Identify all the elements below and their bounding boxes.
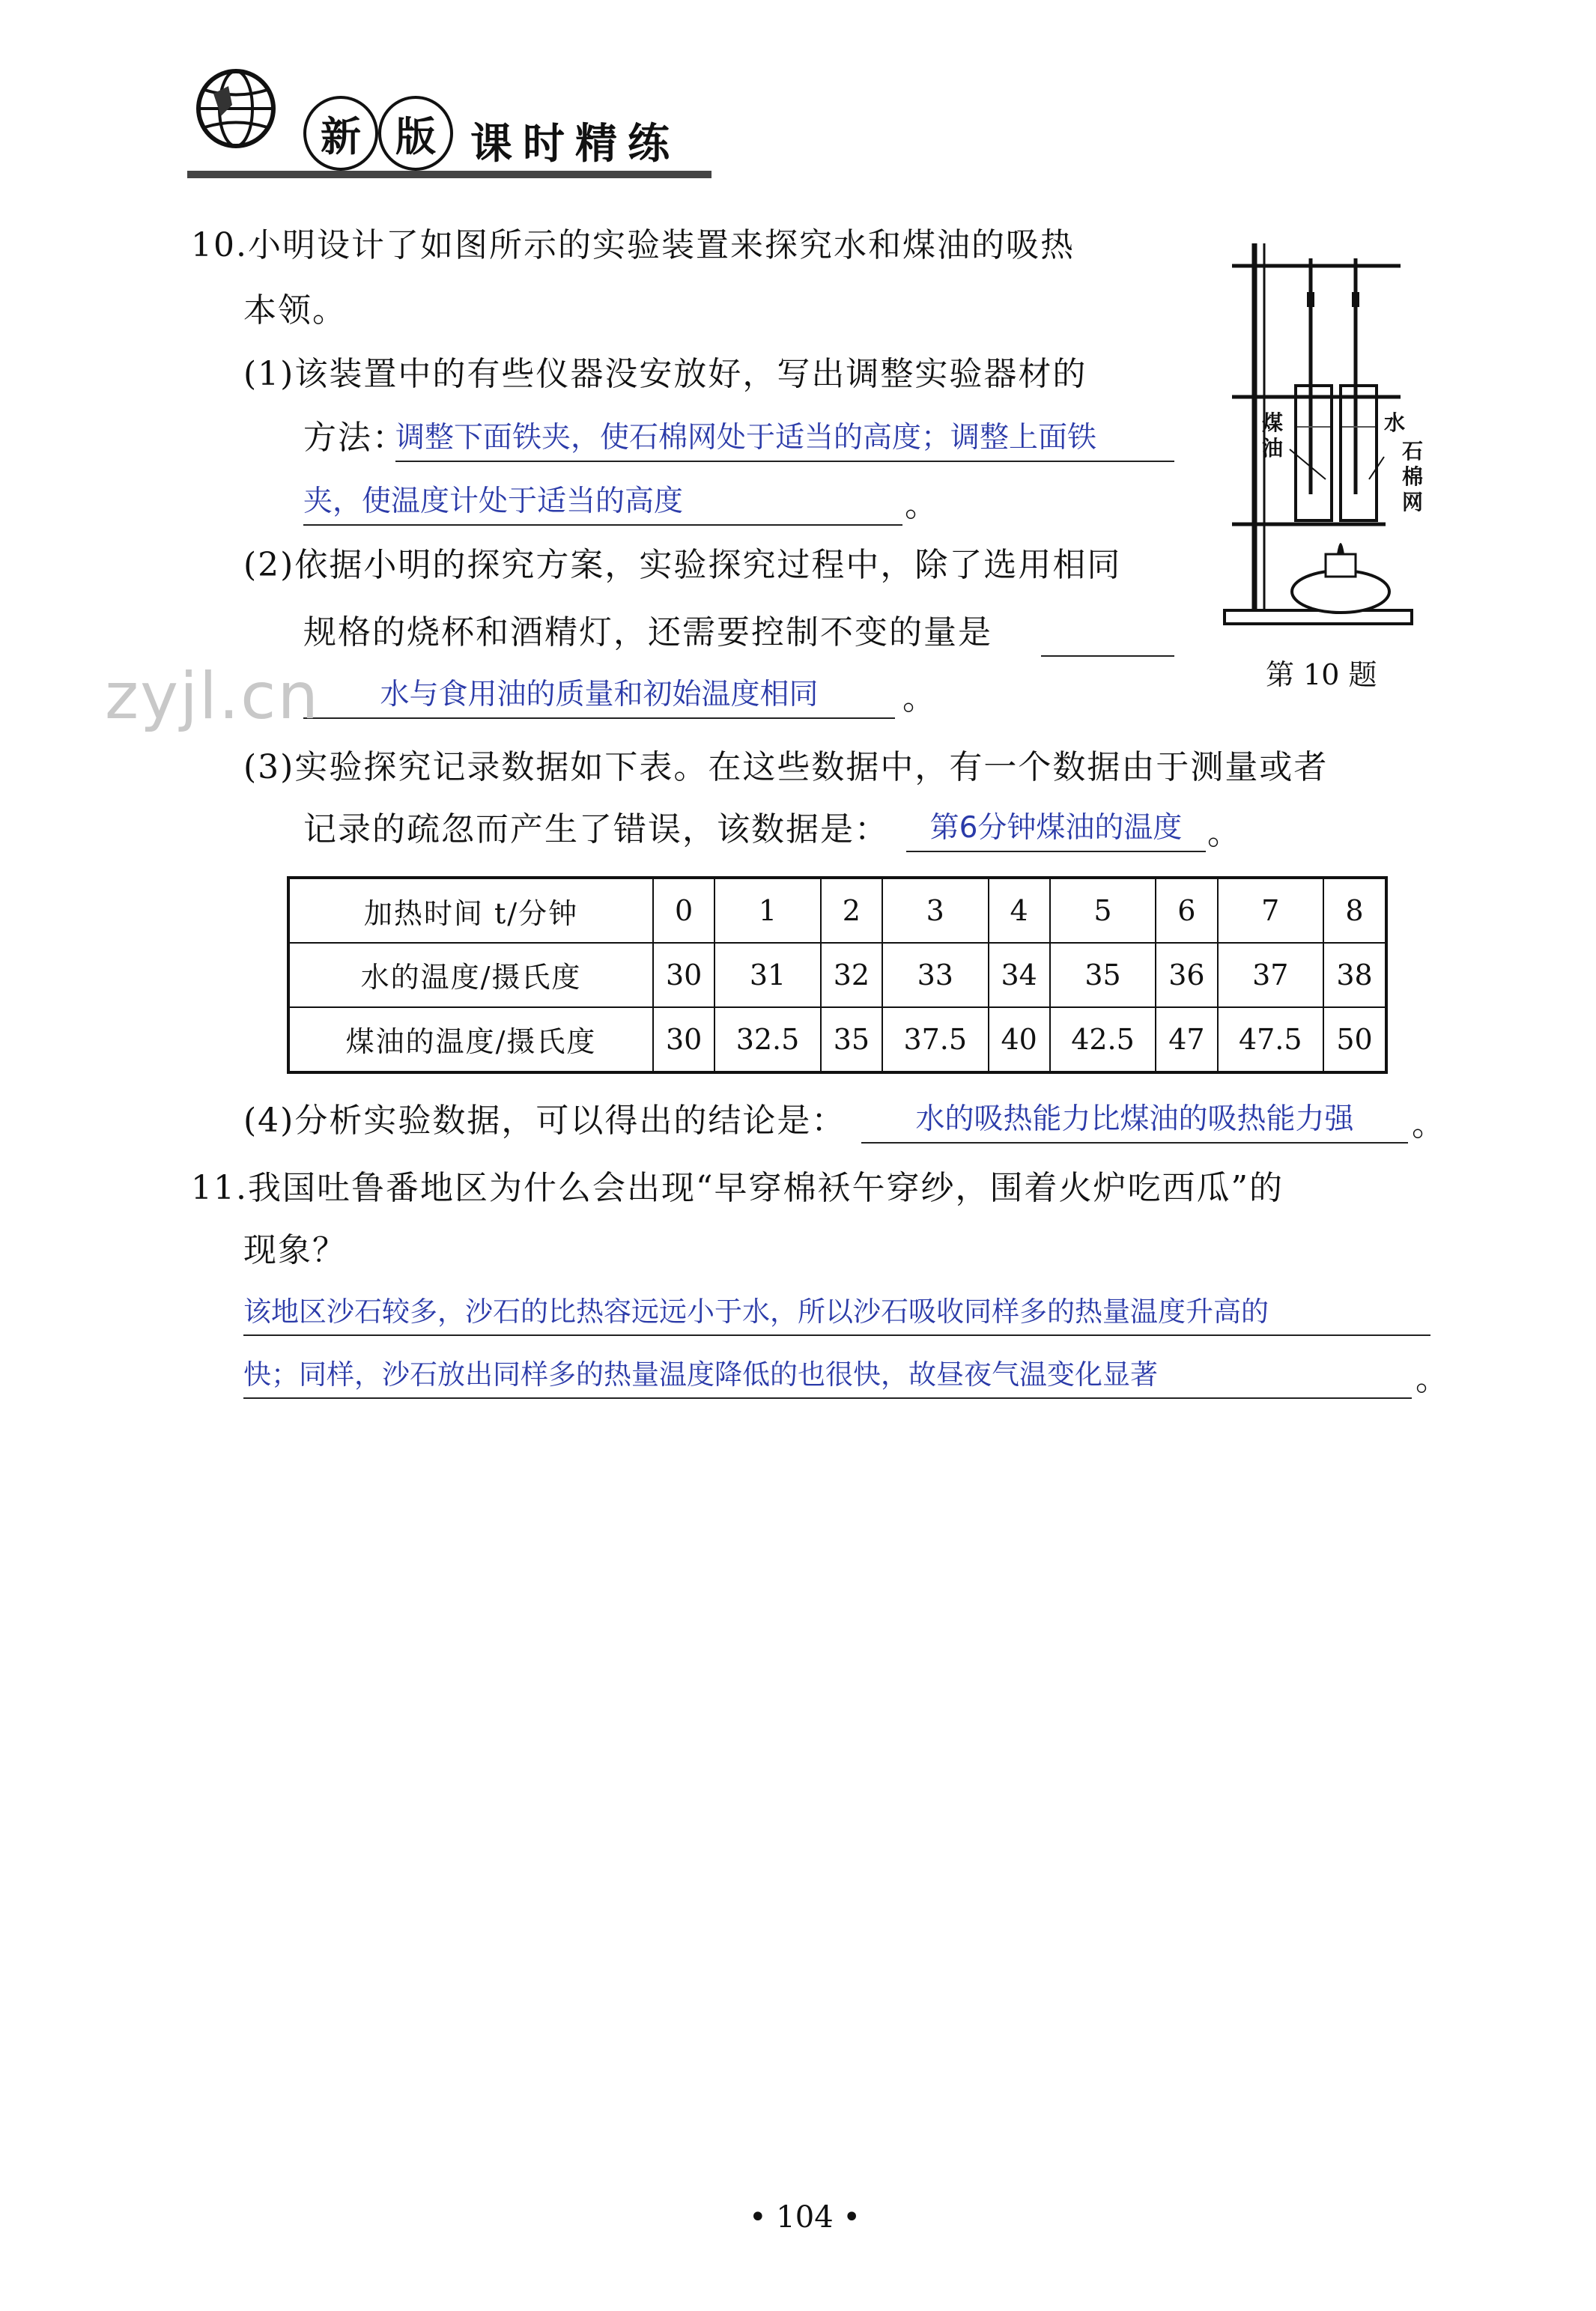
q10-part2-line2: 规格的烧杯和酒精灯，还需要控制不变的量是 xyxy=(303,613,992,652)
header-rule xyxy=(187,171,711,178)
q10-part1-prefix: 方法： xyxy=(303,419,407,457)
header-badge-new: 新 xyxy=(303,96,378,171)
table-cell: 33 xyxy=(882,943,988,1007)
table-cell: 34 xyxy=(989,943,1050,1007)
q10-part1-line1: (1)该装置中的有些仪器没安放好，写出调整实验器材的 xyxy=(243,355,1087,393)
q11-stem-line2: 现象？ xyxy=(243,1231,347,1269)
table-row-header: 水的温度/摄氏度 xyxy=(288,943,653,1007)
q10-part3-line1: (3)实验探究记录数据如下表。在这些数据中，有一个数据由于测量或者 xyxy=(243,748,1329,786)
table-cell: 30 xyxy=(653,943,714,1007)
table-cell: 42.5 xyxy=(1050,1007,1156,1072)
q10-stem-line2: 本领。 xyxy=(243,291,347,330)
table-cell: 1 xyxy=(714,878,820,943)
figure-label-water: 水 xyxy=(1384,410,1406,435)
table-cell: 32.5 xyxy=(714,1007,820,1072)
table-cell: 32 xyxy=(821,943,882,1007)
globe-logo-icon xyxy=(191,64,281,154)
q10-part4-period: 。 xyxy=(1412,1105,1446,1144)
table-cell: 35 xyxy=(1050,943,1156,1007)
table-cell: 50 xyxy=(1323,1007,1386,1072)
table-row-header: 煤油的温度/摄氏度 xyxy=(288,1007,653,1072)
figure-label-kerosene: 煤油 xyxy=(1262,410,1284,461)
q10-part1-period: 。 xyxy=(905,486,939,524)
q10-part2-answer: 水与食用油的质量和初始温度相同 xyxy=(303,672,895,719)
table-cell: 30 xyxy=(653,1007,714,1072)
q10-part1-answer-line1: 调整下面铁夹，使石棉网处于适当的高度；调整上面铁 xyxy=(395,416,1174,462)
table-cell: 40 xyxy=(989,1007,1050,1072)
q10-part3-period: 。 xyxy=(1207,814,1242,852)
table-cell: 3 xyxy=(882,878,988,943)
q10-part4-answer: 水的吸热能力比煤油的吸热能力强 xyxy=(861,1097,1408,1144)
table-cell: 47 xyxy=(1156,1007,1217,1072)
table-cell: 36 xyxy=(1156,943,1217,1007)
table-cell: 38 xyxy=(1323,943,1386,1007)
q10-part1-answer-line2: 夹，使温度计处于适当的高度 xyxy=(303,479,902,526)
table-cell: 37.5 xyxy=(882,1007,988,1072)
q10-part2-blank xyxy=(1041,654,1174,657)
q11-answer-line1: 该地区沙石较多，沙石的比热容远远小于水，所以沙石吸收同样多的热量温度升高的 xyxy=(243,1290,1430,1336)
table-cell: 7 xyxy=(1218,878,1323,943)
q11-stem-line1: 11.我国吐鲁番地区为什么会出现“早穿棉袄午穿纱，围着火炉吃西瓜”的 xyxy=(191,1169,1284,1207)
watermark: zyjl.cn xyxy=(105,659,320,734)
q11-answer-line2: 快；同样，沙石放出同样多的热量温度降低的也很快，故昼夜气温变化显著 xyxy=(243,1352,1412,1399)
table-cell: 8 xyxy=(1323,878,1386,943)
figure-label-asbestos: 石棉网 xyxy=(1402,439,1424,514)
q10-part2-line1: (2)依据小明的探究方案，实验探究过程中，除了选用相同 xyxy=(243,546,1122,584)
q10-part4-prefix: (4)分析实验数据，可以得出的结论是： xyxy=(243,1102,846,1140)
page-number: • 104 • xyxy=(749,2200,861,2235)
figure-caption: 第 10 题 xyxy=(1266,658,1377,691)
table-cell: 37 xyxy=(1218,943,1323,1007)
table-cell: 5 xyxy=(1050,878,1156,943)
q10-part3-line2: 记录的疏忽而产生了错误，该数据是： xyxy=(303,810,889,848)
table-row xyxy=(288,1007,1386,1072)
q10-stem-line1: 10.小明设计了如图所示的实验装置来探究水和煤油的吸热 xyxy=(191,226,1075,264)
table-cell: 2 xyxy=(821,878,882,943)
table-row xyxy=(288,943,1386,1007)
header-badge-edition: 版 xyxy=(378,96,453,171)
q10-part2-period: 。 xyxy=(902,679,937,717)
header-title: 课时精练 xyxy=(470,120,680,168)
table-cell: 6 xyxy=(1156,878,1217,943)
table-cell: 35 xyxy=(821,1007,882,1072)
table-cell: 47.5 xyxy=(1218,1007,1323,1072)
table-row-header: 加热时间 t/分钟 xyxy=(288,878,653,943)
table-cell: 31 xyxy=(714,943,820,1007)
table-cell: 0 xyxy=(653,878,714,943)
q10-part3-answer: 第6分钟煤油的温度 xyxy=(906,806,1206,852)
table-cell: 4 xyxy=(989,878,1050,943)
q11-period: 。 xyxy=(1416,1360,1450,1398)
table-row xyxy=(288,878,1386,943)
data-table xyxy=(287,876,1388,1074)
